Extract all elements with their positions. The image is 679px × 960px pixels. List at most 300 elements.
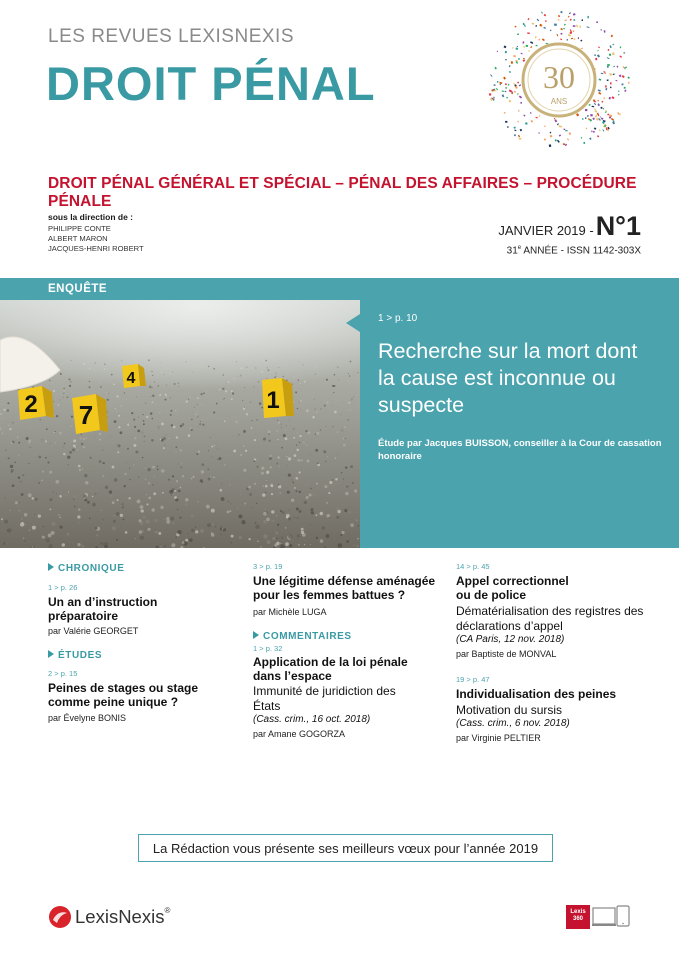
confetti-piece: [505, 83, 507, 85]
gravel-speck: [262, 493, 265, 496]
gravel-speck: [306, 496, 309, 499]
gravel-speck: [154, 476, 155, 477]
gravel-speck: [270, 455, 272, 457]
gravel-speck: [208, 478, 211, 481]
evidence-marker-label: 2: [24, 391, 38, 418]
gravel-speck: [316, 483, 318, 485]
gravel-speck: [241, 520, 245, 524]
gravel-speck: [81, 545, 84, 548]
gravel-speck: [286, 516, 289, 519]
gravel-speck: [263, 438, 266, 441]
gravel-speck: [81, 434, 83, 436]
confetti-piece: [607, 64, 610, 66]
gravel-speck: [285, 527, 286, 528]
gravel-speck: [114, 420, 117, 423]
gravel-speck: [95, 434, 97, 436]
gravel-speck: [227, 456, 228, 457]
gravel-speck: [257, 466, 259, 468]
gravel-speck: [8, 425, 9, 426]
confetti-piece: [585, 109, 587, 111]
gravel-speck: [217, 459, 218, 460]
gravel-speck: [181, 467, 182, 468]
gravel-speck: [129, 468, 130, 469]
gravel-speck: [295, 481, 298, 484]
gravel-speck: [161, 422, 164, 425]
gravel-speck: [30, 447, 31, 448]
gravel-speck: [110, 472, 112, 474]
gravel-speck: [291, 479, 292, 480]
gravel-speck: [210, 476, 211, 477]
gravel-speck: [67, 456, 70, 459]
gravel-speck: [9, 428, 11, 430]
gravel-speck: [143, 516, 146, 519]
gravel-speck: [45, 440, 47, 442]
gravel-speck: [138, 477, 139, 478]
confetti-piece: [595, 115, 598, 118]
gravel-speck: [112, 527, 116, 531]
gravel-speck: [32, 546, 33, 547]
confetti-piece: [519, 96, 522, 99]
article-author: par Baptiste de MONVAL: [456, 649, 557, 659]
gravel-speck: [71, 426, 73, 428]
confetti-piece: [555, 139, 557, 142]
gravel-speck: [201, 470, 204, 473]
confetti-piece: [557, 19, 559, 21]
gravel-speck: [32, 526, 36, 530]
confetti-piece: [578, 37, 579, 39]
gravel-speck: [345, 466, 347, 468]
confetti-piece: [530, 112, 531, 114]
feature-title[interactable]: Recherche sur la mort dont la cause est inconnue ou suspecte: [378, 339, 638, 417]
article-title[interactable]: Un an d’instruction préparatoire: [48, 595, 158, 623]
gravel-speck: [288, 534, 292, 538]
year-issn: [507, 245, 641, 256]
triangle-bullet-icon: [48, 563, 54, 571]
gravel-speck: [144, 436, 146, 438]
gravel-speck: [102, 450, 103, 451]
gravel-speck: [39, 492, 41, 494]
gravel-speck: [90, 457, 92, 459]
gravel-speck: [207, 468, 209, 470]
gravel-speck: [33, 515, 34, 516]
confetti-piece: [519, 138, 522, 140]
gravel-speck: [317, 463, 319, 465]
gravel-speck: [236, 436, 237, 437]
confetti-piece: [517, 93, 519, 95]
gravel-speck: [20, 481, 21, 482]
confetti-piece: [509, 65, 511, 67]
gravel-speck: [163, 447, 165, 449]
gravel-speck: [174, 490, 176, 492]
gravel-speck: [220, 528, 223, 531]
gravel-speck: [280, 426, 282, 428]
gravel-speck: [348, 507, 349, 508]
gravel-speck: [256, 503, 257, 504]
article-reference: 14 > p. 45: [456, 562, 490, 571]
gravel-speck: [145, 425, 146, 426]
gravel-speck: [221, 526, 222, 527]
confetti-piece: [519, 84, 521, 86]
gravel-speck: [24, 513, 28, 517]
gravel-speck: [35, 498, 38, 501]
gravel-speck: [276, 430, 278, 432]
confetti-piece: [570, 19, 572, 21]
gravel-speck: [92, 496, 94, 498]
article-title[interactable]: Peines de stages ou stage comme peine unique ?: [48, 681, 199, 709]
confetti-piece: [515, 48, 518, 51]
confetti-piece: [545, 20, 547, 22]
gravel-speck: [168, 479, 170, 481]
confetti-piece: [613, 66, 615, 68]
gravel-speck: [286, 425, 287, 426]
gravel-speck: [46, 538, 50, 542]
issue-month: JANVIER 2019 -: [498, 223, 594, 238]
confetti-piece: [604, 30, 606, 32]
gravel-speck: [280, 423, 282, 425]
article-title[interactable]: Application de la loi pénale dans l’espace: [253, 655, 408, 683]
gravel-speck: [341, 472, 342, 473]
lexis360-badge[interactable]: [566, 905, 590, 929]
gravel-speck: [198, 450, 201, 453]
gravel-speck: [18, 476, 21, 479]
confetti-piece: [563, 28, 565, 29]
gravel-speck: [62, 543, 65, 546]
confetti-piece: [523, 58, 525, 60]
gravel-speck: [278, 422, 280, 424]
gravel-speck: [177, 509, 178, 510]
gravel-speck: [140, 505, 144, 509]
gravel-speck: [99, 433, 102, 436]
gravel-speck: [49, 544, 53, 548]
confetti-piece: [514, 26, 516, 28]
gravel-speck: [278, 466, 279, 467]
gravel-speck: [318, 513, 320, 515]
gravel-speck: [344, 509, 347, 512]
confetti-piece: [514, 91, 516, 93]
confetti-piece: [594, 55, 596, 56]
gravel-speck: [210, 481, 213, 484]
gravel-speck: [128, 497, 130, 499]
gravel-speck: [346, 540, 349, 543]
confetti-piece: [605, 88, 607, 91]
gravel-speck: [177, 463, 180, 466]
column-3: [456, 562, 656, 743]
gravel-speck: [191, 529, 195, 533]
confetti-piece: [579, 25, 581, 28]
gravel-speck: [182, 423, 185, 426]
confetti-piece: [607, 80, 609, 82]
gravel-speck: [332, 479, 333, 480]
gravel-speck: [199, 423, 201, 425]
confetti-piece: [619, 55, 622, 57]
gravel-speck: [233, 450, 236, 453]
confetti-piece: [597, 135, 599, 137]
gravel-speck: [272, 460, 273, 461]
confetti-piece: [538, 115, 540, 117]
gravel-speck: [224, 464, 225, 465]
gravel-speck: [85, 437, 87, 439]
gravel-speck: [265, 539, 266, 540]
article-reference: 3 > p. 19: [253, 562, 283, 571]
gravel-speck: [58, 514, 59, 515]
gravel-speck: [271, 510, 274, 513]
gravel-speck: [204, 473, 207, 476]
gravel-speck: [251, 427, 253, 429]
confetti-piece: [542, 38, 545, 41]
gravel-speck: [277, 439, 278, 440]
gravel-speck: [297, 432, 298, 433]
gravel-speck: [45, 457, 47, 459]
gravel-speck: [296, 449, 299, 452]
gravel-speck: [180, 449, 182, 451]
gravel-speck: [164, 444, 165, 445]
gravel-speck: [163, 519, 165, 521]
gravel-speck: [148, 528, 151, 531]
gravel-speck: [22, 474, 24, 476]
gravel-speck: [266, 540, 270, 544]
gravel-speck: [254, 483, 256, 485]
article-court: (Cass. crim., 6 nov. 2018): [456, 718, 570, 729]
confetti-piece: [530, 41, 533, 44]
confetti-piece: [567, 138, 569, 140]
feature-author: [378, 437, 663, 463]
gravel-speck: [353, 545, 355, 547]
gravel-speck: [55, 431, 56, 432]
gravel-speck: [305, 430, 307, 432]
confetti-piece: [600, 116, 601, 117]
gravel-speck: [39, 495, 40, 496]
gravel-speck: [310, 454, 311, 455]
gravel-speck: [266, 480, 267, 481]
gravel-speck: [243, 430, 246, 433]
gravel-speck: [244, 503, 246, 505]
gravel-speck: [297, 517, 299, 519]
confetti-piece: [563, 143, 565, 145]
gravel-speck: [281, 537, 283, 539]
confetti-piece: [609, 117, 611, 119]
confetti-piece: [506, 97, 508, 99]
gravel-speck: [127, 448, 129, 450]
gravel-speck: [265, 508, 266, 509]
confetti-piece: [517, 33, 519, 35]
confetti-piece: [597, 54, 600, 57]
gravel-speck: [248, 538, 250, 540]
gravel-speck: [73, 444, 76, 447]
column-1: [48, 563, 228, 723]
gravel-speck: [282, 511, 285, 514]
gravel-speck: [52, 492, 53, 493]
issue-info: [498, 211, 641, 242]
confetti-piece: [596, 118, 599, 121]
gravel-speck: [170, 517, 174, 521]
gravel-speck: [294, 454, 297, 457]
gravel-speck: [180, 425, 183, 428]
gravel-speck: [329, 481, 332, 484]
gravel-speck: [254, 460, 256, 462]
confetti-piece: [505, 121, 507, 123]
directors-list: [48, 224, 144, 254]
gravel-speck: [249, 493, 252, 496]
gravel-speck: [49, 509, 51, 511]
gravel-speck: [323, 510, 324, 511]
gravel-speck: [301, 531, 304, 534]
confetti-piece: [563, 129, 565, 131]
gravel-speck: [154, 530, 157, 533]
gravel-speck: [223, 528, 226, 531]
gravel-speck: [358, 477, 360, 479]
confetti-piece: [504, 46, 507, 49]
gravel-speck: [64, 443, 66, 445]
confetti-piece: [502, 90, 504, 92]
gravel-speck: [85, 481, 88, 484]
confetti-piece: [569, 31, 572, 34]
confetti-piece: [609, 115, 612, 117]
gravel-speck: [268, 433, 270, 435]
gravel-speck: [40, 478, 43, 481]
gravel-speck: [268, 430, 271, 433]
gravel-speck: [126, 462, 129, 465]
gravel-speck: [270, 466, 272, 468]
gravel-speck: [140, 536, 144, 540]
gravel-speck: [109, 490, 112, 493]
confetti-piece: [526, 45, 529, 47]
confetti-piece: [601, 101, 603, 103]
gravel-speck: [171, 543, 175, 547]
confetti-piece: [490, 74, 493, 77]
column-2: [253, 562, 438, 739]
gravel-speck: [189, 538, 193, 542]
confetti-piece: [624, 87, 626, 89]
gravel-speck: [326, 534, 330, 538]
gravel-speck: [69, 451, 72, 454]
article-author: par Valérie GEORGET: [48, 626, 139, 636]
gravel-speck: [164, 545, 166, 547]
article-title[interactable]: Appel correctionnel ou de police: [456, 574, 569, 602]
gravel-speck: [193, 476, 195, 478]
gravel-speck: [291, 498, 295, 502]
gravel-speck: [182, 477, 184, 479]
gravel-speck: [52, 522, 56, 526]
confetti-piece: [621, 83, 623, 85]
confetti-piece: [593, 131, 595, 133]
gravel-speck: [5, 498, 6, 499]
gravel-speck: [299, 510, 302, 513]
gravel-speck: [255, 433, 256, 434]
gravel-speck: [276, 462, 278, 464]
confetti-piece: [557, 140, 560, 143]
confetti-piece: [612, 121, 615, 124]
gravel-speck: [120, 514, 123, 517]
gravel-speck: [328, 492, 330, 494]
confetti-piece: [528, 50, 530, 52]
gravel-speck: [196, 453, 198, 455]
gravel-speck: [64, 467, 65, 468]
evidence-marker-7: [72, 394, 108, 434]
gravel-speck: [343, 478, 344, 479]
gravel-speck: [94, 499, 95, 500]
gravel-speck: [261, 472, 264, 475]
gravel-speck: [145, 467, 146, 468]
gravel-speck: [117, 499, 119, 501]
article-title[interactable]: Individualisation des peines: [456, 687, 617, 701]
gravel-speck: [96, 534, 98, 536]
gravel-speck: [324, 485, 327, 488]
director-name: JACQUES-HENRI ROBERT: [48, 244, 144, 253]
confetti-piece: [598, 92, 601, 95]
gravel-speck: [286, 464, 289, 467]
feature-author-name: BUISSON: [465, 438, 509, 449]
gravel-speck: [122, 506, 124, 508]
gravel-speck: [92, 503, 96, 507]
journal-title: DROIT PÉNAL: [46, 57, 376, 110]
confetti-piece: [594, 110, 597, 113]
gravel-speck: [125, 531, 128, 534]
confetti-piece: [582, 118, 583, 120]
gravel-speck: [183, 541, 187, 545]
gravel-speck: [260, 546, 261, 547]
confetti-piece: [527, 32, 530, 34]
confetti-piece: [568, 16, 570, 18]
confetti-piece: [573, 38, 575, 40]
gravel-speck: [255, 525, 259, 529]
gravel-speck: [118, 426, 120, 428]
lexis360-number: 360: [572, 916, 583, 922]
gravel-speck: [158, 532, 161, 535]
gravel-speck: [348, 511, 351, 514]
confetti-piece: [602, 129, 604, 131]
gravel-speck: [8, 457, 10, 459]
confetti-piece: [598, 114, 600, 116]
gravel-speck: [175, 536, 177, 538]
gravel-speck: [66, 533, 69, 536]
gravel-speck: [298, 544, 300, 546]
confetti-piece: [598, 89, 601, 91]
gravel-speck: [51, 531, 55, 535]
gravel-speck: [56, 493, 57, 494]
gravel-speck: [185, 498, 189, 502]
confetti-piece: [559, 125, 561, 127]
confetti-piece: [573, 13, 576, 16]
gravel-speck: [239, 434, 240, 435]
section-etudes: [48, 650, 228, 661]
gravel-speck: [55, 480, 59, 484]
gravel-speck: [278, 485, 281, 488]
gravel-speck: [12, 484, 15, 487]
confetti-piece: [544, 125, 546, 127]
gravel-speck: [237, 485, 240, 488]
gravel-speck: [110, 495, 113, 498]
gravel-speck: [54, 432, 55, 433]
gravel-speck: [22, 522, 24, 524]
gravel-speck: [243, 445, 245, 447]
gravel-speck: [320, 429, 321, 430]
gravel-speck: [170, 465, 171, 466]
gravel-speck: [210, 473, 213, 476]
series-name: LES REVUES LEXISNEXIS: [48, 26, 294, 47]
gravel-speck: [309, 512, 311, 514]
gravel-speck: [79, 469, 81, 471]
gravel-speck: [357, 538, 358, 539]
gravel-speck: [311, 508, 314, 511]
gravel-speck: [165, 434, 167, 436]
section-label: COMMENTAIRES: [263, 631, 352, 642]
article-title[interactable]: Une légitime défense aménagée pour les femmes battues ?: [253, 574, 436, 602]
gravel-speck: [198, 501, 199, 502]
gravel-speck: [131, 458, 132, 459]
confetti-piece: [517, 121, 519, 123]
confetti-piece: [587, 16, 588, 18]
gravel-speck: [335, 457, 336, 458]
